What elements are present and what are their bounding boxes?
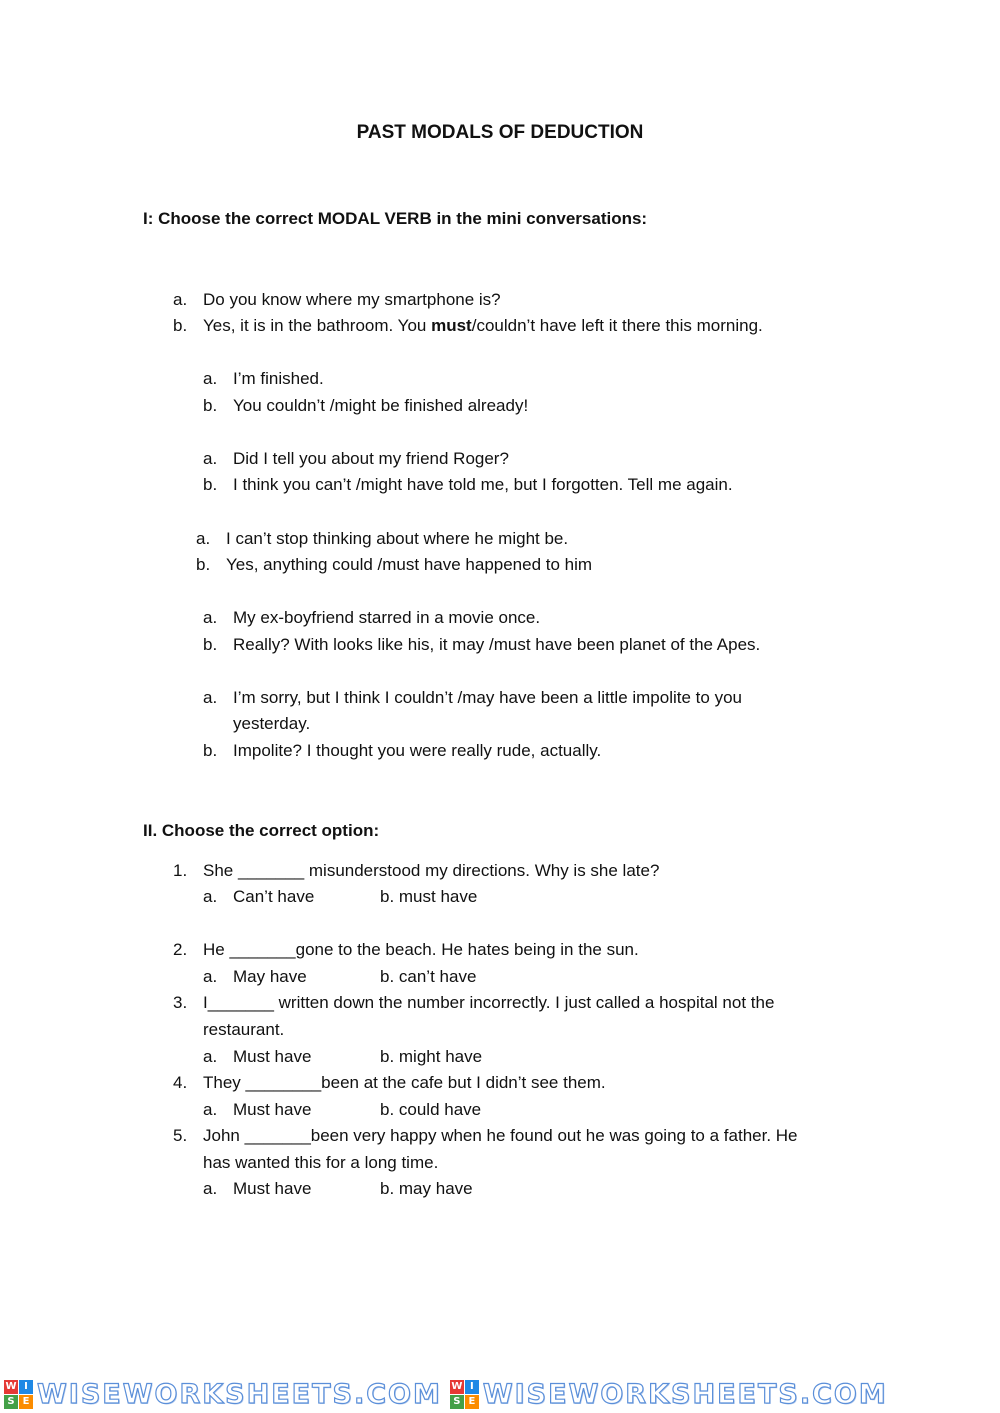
question-3-text: I_______ written down the number incorrectly. I just called a hospital not the — [203, 993, 775, 1012]
conv-1-b-post: /couldn’t have left it there this morning. — [471, 316, 763, 335]
question-4-option-b: b. could have — [380, 1100, 482, 1119]
conv-6-b-marker: b. — [203, 741, 218, 760]
question-5-continuation: has wanted this for a long time. — [203, 1153, 439, 1172]
question-2-number: 2. — [173, 940, 188, 959]
question-4-number: 4. — [173, 1073, 188, 1092]
conv-2-a-marker: a. — [203, 369, 218, 388]
logo-cell: I — [19, 1380, 33, 1394]
question-2-option-b: b. can’t have — [380, 967, 477, 986]
question-2-text: He _______gone to the beach. He hates being in the sun. — [203, 940, 639, 959]
logo-icon — [4, 1380, 33, 1409]
question-1-option-b: b. must have — [380, 887, 478, 906]
question-3-option-a: Must have — [233, 1047, 312, 1066]
conv-1-b-pre: Yes, it is in the bathroom. You — [203, 316, 432, 335]
section-2-heading: II. Choose the correct option: — [143, 821, 380, 840]
question-5-option-b: b. may have — [380, 1179, 473, 1198]
question-2-option-a-marker: a. — [203, 967, 218, 986]
question-3-option-b: b. might have — [380, 1047, 483, 1066]
question-1-number: 1. — [173, 861, 188, 880]
footer-brand: WISEWORKSHEETS.COM — [37, 1378, 442, 1410]
conv-4-b-text: Yes, anything could /must have happened to him — [226, 555, 593, 574]
logo-cell: S — [4, 1395, 18, 1409]
question-3-option-a-marker: a. — [203, 1047, 218, 1066]
logo-icon — [450, 1380, 479, 1409]
question-2-option-a: May have — [233, 967, 307, 986]
conv-1-a-text: Do you know where my smartphone is? — [203, 290, 501, 309]
conv-6-b-text: Impolite? I thought you were really rude, actually. — [233, 741, 602, 760]
conv-1-b-marker: b. — [173, 316, 188, 335]
conv-3-b-marker: b. — [203, 475, 218, 494]
conv-1-b-bold-answer: must — [431, 316, 472, 335]
conv-5-b-marker: b. — [203, 635, 218, 654]
question-1-option-a-marker: a. — [203, 887, 218, 906]
logo-cell: E — [19, 1395, 33, 1409]
conv-1-b-text — [203, 315, 763, 337]
conv-5-a-marker: a. — [203, 608, 218, 627]
conv-3-a-text: Did I tell you about my friend Roger? — [233, 449, 509, 468]
conv-4-a-marker: a. — [196, 529, 211, 548]
page-title: PAST MODALS OF DEDUCTION — [356, 122, 644, 143]
question-4-option-a: Must have — [233, 1100, 312, 1119]
logo-cell: E — [465, 1395, 479, 1409]
conv-4-a-text: I can’t stop thinking about where he might be. — [226, 529, 569, 548]
conv-1-a-marker: a. — [173, 290, 188, 309]
question-3-number: 3. — [173, 993, 188, 1012]
question-4-text: They ________been at the cafe but I didn’t see them. — [203, 1073, 606, 1092]
question-3-continuation: restaurant. — [203, 1020, 285, 1039]
question-1-option-a: Can’t have — [233, 887, 315, 906]
conv-2-b-marker: b. — [203, 396, 218, 415]
question-5-option-a-marker: a. — [203, 1179, 218, 1198]
conv-3-a-marker: a. — [203, 449, 218, 468]
conv-3-b-text: I think you can’t /might have told me, but I forgotten. Tell me again. — [233, 475, 733, 494]
logo-cell: W — [451, 1381, 463, 1392]
footer-watermark — [0, 1375, 1000, 1413]
conv-5-a-text: My ex-boyfriend starred in a movie once. — [233, 608, 541, 627]
conv-2-a-text: I’m finished. — [233, 369, 324, 388]
question-1-text: She _______ misunderstood my directions. Why is she late? — [203, 861, 660, 880]
question-5-number: 5. — [173, 1126, 188, 1145]
conv-4-b-marker: b. — [196, 555, 211, 574]
question-5-text: John _______been very happy when he found out he was going to a father. He — [203, 1126, 798, 1145]
section-1-heading: I: Choose the correct MODAL VERB in the mini conversations: — [143, 209, 648, 228]
conv-5-b-text: Really? With looks like his, it may /must have been planet of the Apes. — [233, 635, 761, 654]
logo-cell: I — [465, 1380, 479, 1394]
conv-6-a-continuation: yesterday. — [233, 714, 311, 733]
logo-cell: S — [450, 1395, 464, 1409]
question-4-option-a-marker: a. — [203, 1100, 218, 1119]
conv-6-a-marker: a. — [203, 688, 218, 707]
footer-brand: WISEWORKSHEETS.COM — [482, 1378, 888, 1410]
logo-cell: W — [5, 1381, 17, 1392]
question-5-option-a: Must have — [233, 1179, 312, 1198]
conv-6-a-text: I’m sorry, but I think I couldn’t /may have been a little impolite to you — [233, 688, 742, 707]
conv-2-b-text: You couldn’t /might be finished already! — [233, 396, 529, 415]
